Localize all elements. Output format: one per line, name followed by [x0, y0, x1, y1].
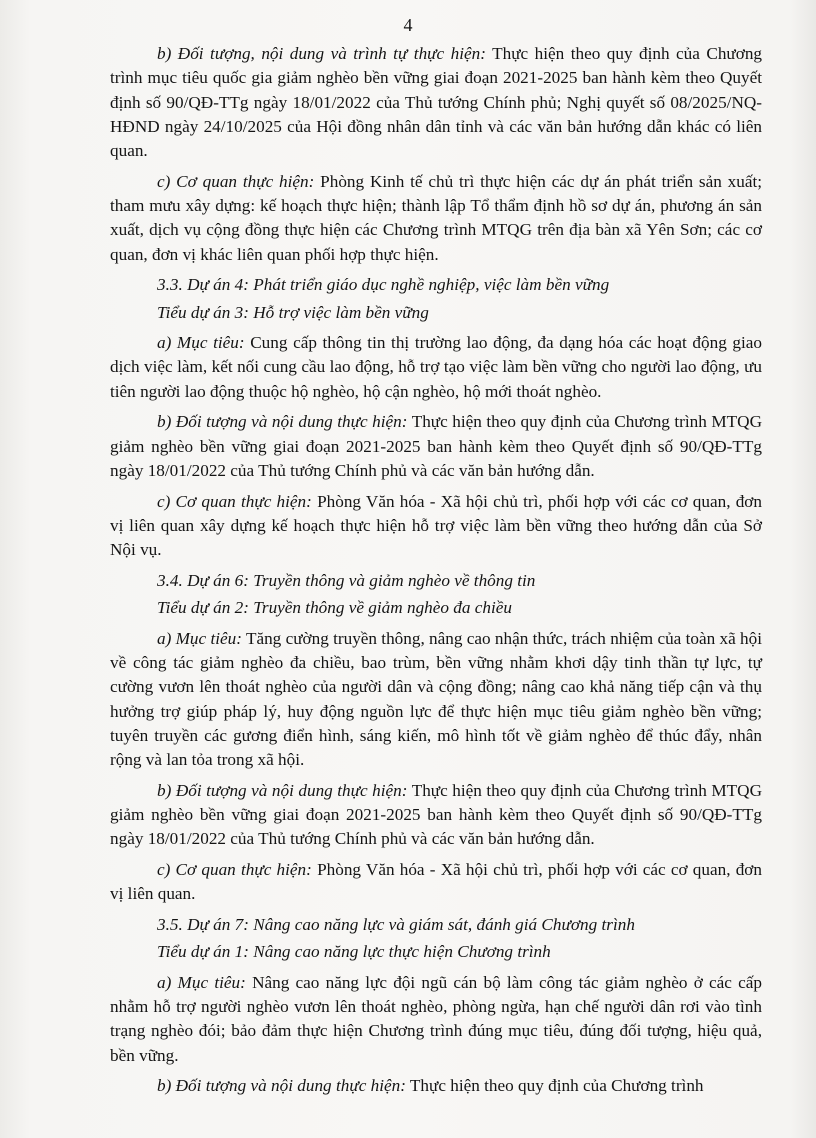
paragraph-3-3-b	[110, 410, 762, 483]
paragraph-lead: a) Mục tiêu:	[157, 333, 245, 353]
subproject-heading-3-4	[110, 596, 762, 620]
paragraph-3-4-b	[110, 779, 762, 852]
section-heading-3-5	[110, 913, 762, 937]
paragraph-text: Phòng Văn hóa - Xã hội chủ trì, phối hợp với các cơ quan, đơn vị liên quan xây dựng kế hoạch thực hiện hỗ trợ việc làm bền vững theo hướng dẫn của Sở Nội vụ.	[110, 491, 762, 560]
paragraph-text: Thực hiện theo quy định của Chương trình MTQG giảm nghèo bền vững giai đoạn 2021-2025 ban hành kèm theo Quyết định số 90/QĐ-TTg ngày 18/01/2022 của Thủ tướng Chính phủ và các văn bản hướng dẫn.	[110, 780, 762, 849]
paragraph-3-5-a	[110, 971, 762, 1068]
paragraph-3-4-a	[110, 627, 762, 773]
paragraph-lead: c) Cơ quan thực hiện:	[157, 491, 312, 511]
paragraph-lead: b) Đối tượng, nội dung và trình tự thực hiện:	[157, 44, 486, 63]
paragraph-lead: c) Cơ quan thực hiện:	[157, 171, 315, 191]
paragraph-text: Nâng cao năng lực đội ngũ cán bộ làm công tác giảm nghèo ở các cấp nhằm hỗ trợ người nghèo vươn lên thoát nghèo, phòng ngừa, hạn chế người dân rơi vào tình trạng nghèo đói; bảo đảm thực hiện Chương trình đúng mục tiêu, đúng đối tượng, hiệu quả, bền vững.	[110, 972, 762, 1065]
paragraph-lead: c) Cơ quan thực hiện:	[157, 859, 312, 879]
subproject-heading-text: Tiểu dự án 3: Hỗ trợ việc làm bền vững	[157, 302, 429, 322]
paragraph-3-2-c	[110, 170, 762, 267]
section-heading-text: 3.5. Dự án 7: Nâng cao năng lực và giám sát, đánh giá Chương trình	[157, 914, 635, 934]
paragraph-3-3-c	[110, 490, 762, 563]
paragraph-lead: b) Đối tượng và nội dung thực hiện:	[157, 412, 408, 432]
paragraph-text: Cung cấp thông tin thị trường lao động, đa dạng hóa các hoạt động giao dịch việc làm, kết nối cung cầu lao động, hỗ trợ tạo việc làm bền vững cho người lao động, ưu tiên người lao động thuộc hộ nghèo, hộ cận nghèo, hộ mới thoát nghèo.	[110, 333, 763, 401]
paragraph-3-4-c	[110, 858, 762, 907]
subproject-heading-3-5	[110, 940, 762, 964]
paragraph-text: Tăng cường truyền thông, nâng cao nhận thức, trách nhiệm của toàn xã hội về công tác giảm nghèo đa chiều, bao trùm, bền vững nhằm khơi dậy tinh thần tự lực, tự cường vươn lên thoát nghèo của người dân và cộng đồng; nâng cao khả năng tiếp cận và thụ hưởng trợ giúp pháp lý, huy động nguồn lực để thực hiện mục tiêu giảm nghèo bền vững; tuyên truyền các gương điển hình, sáng kiến, mô hình tốt về giảm nghèo để thúc đẩy, nhân rộng và lan tỏa trong xã hội.	[110, 628, 762, 770]
paragraph-text: Thực hiện theo quy định của Chương trình	[405, 1076, 704, 1096]
paragraph-lead: a) Mục tiêu:	[157, 972, 246, 992]
paragraph-text: Thực hiện theo quy định của Chương trình MTQG giảm nghèo bền vững giai đoạn 2021-2025 ban hành kèm theo Quyết định số 90/QĐ-TTg ngày 18/01/2022 của Thủ tướng Chính phủ và các văn bản hướng dẫn.	[110, 412, 762, 480]
paragraph-lead: a) Mục tiêu:	[157, 628, 242, 648]
section-heading-3-4	[110, 569, 762, 593]
paragraph-text: Phòng Kinh tế chủ trì thực hiện các dự án phát triển sản xuất; tham mưu xây dựng: kế hoạch thực hiện; thành lập Tổ thẩm định hồ sơ dự án, phương án sản xuất, dịch vụ cộng đồng thực hiện các Chương trình MTQG trên địa bàn xã Yên Sơn; các cơ quan, đơn vị khác liên quan phối hợp thực hiện.	[110, 171, 762, 264]
page-number: 4	[403, 15, 413, 35]
paragraph-text: Thực hiện theo quy định của Chương trình mục tiêu quốc gia giảm nghèo bền vững giai đoạn 2021-2025 ban hành kèm theo Quyết định số 90/QĐ-TTg ngày 18/01/2022 của Thủ tướng Chính phủ; Nghị quyết số 08/2025/NQ-HĐND ngày 24/10/2025 của Hội đồng nhân dân tỉnh và các văn bản hướng dẫn khác có liên quan.	[110, 44, 763, 161]
paragraph-text: Phòng Văn hóa - Xã hội chủ trì, phối hợp với các cơ quan, đơn vị liên quan.	[110, 859, 762, 904]
document-body	[110, 42, 762, 1105]
paragraph-3-5-b	[110, 1074, 762, 1098]
paragraph-lead: b) Đối tượng và nội dung thực hiện:	[157, 780, 408, 800]
subproject-heading-text: Tiểu dự án 2: Truyền thông về giảm nghèo đa chiều	[157, 598, 512, 618]
section-heading-3-3	[110, 273, 762, 297]
paragraph-3-2-b	[110, 42, 762, 163]
subproject-heading-3-3	[110, 301, 762, 325]
subproject-heading-text: Tiểu dự án 1: Nâng cao năng lực thực hiện Chương trình	[157, 942, 551, 962]
paragraph-3-3-a	[110, 331, 762, 404]
section-heading-text: 3.4. Dự án 6: Truyền thông và giảm nghèo về thông tin	[157, 570, 536, 590]
paragraph-lead: b) Đối tượng và nội dung thực hiện:	[157, 1076, 406, 1096]
section-heading-text: 3.3. Dự án 4: Phát triển giáo dục nghề nghiệp, việc làm bền vững	[157, 275, 610, 295]
